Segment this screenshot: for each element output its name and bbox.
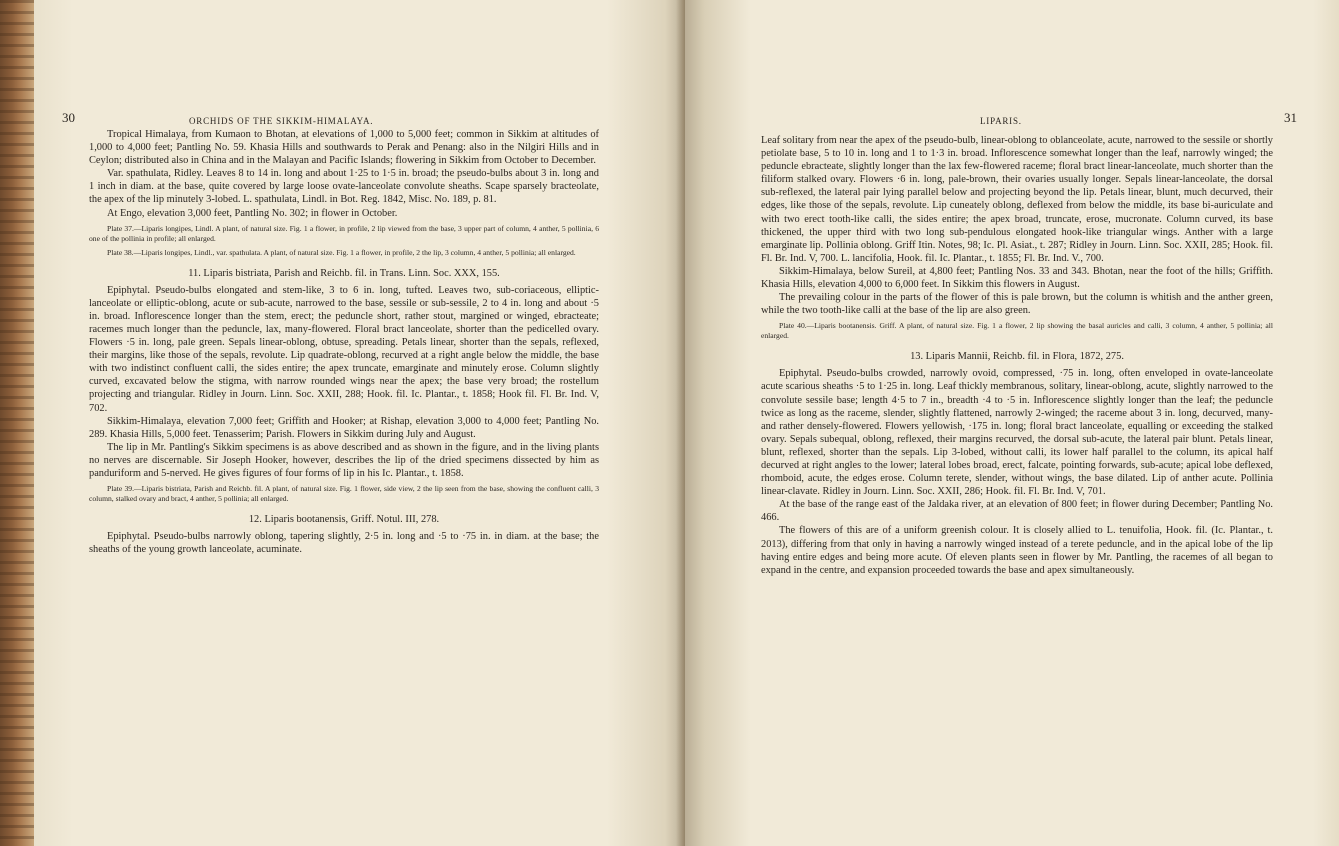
paragraph: At Engo, elevation 3,000 feet, Pantling No. 302; in flower in October. (107, 207, 398, 219)
left-running-head: ORCHIDS OF THE SIKKIM-HIMALAYA. (189, 116, 374, 126)
species-heading: 11. Liparis bistriata, Parish and Reichb. fil. in Trans. Linn. Soc. XXX, 155. (188, 267, 500, 279)
paragraph: Epiphytal. Pseudo-bulbs crowded, narrowly ovoid, compressed, ·75 in. long, often enveloped in ovate-lanceolate acute scarious sheaths ·5 to 1·25 in. long. Leaf thickly membranous, solitary, linear-oblong, acute, slightly narrowed to the convolute sessile base; length 4·5 to 7 in., breadth ·4 to ·5 in. Inflorescence slightly longer than the leaf; the peduncle twice as long as the raceme, slender, slightly flattened, narrowly 2-winged; the raceme about 3 in. long, decurved, many- and rather densely-flowered. Flowers yellowish, ·175 in. long; floral bract lanceolate, equalling or exceeding the stalked ovary. Sepals subequal, oblong, reflexed, their margins recurved, the dorsal sub-acute, the lateral pair blunt. Petals linear, blunt, reflexed, shorter than the sepals. Lip 3-lobed, without calli, its lower half parallel to the column, its apical half decurved at right angles to the lower; lateral lobes broad, erect, falcate, pointing forwards, sub-acute; apical lobe deflexed, rhomboid, acute, the edges erose. Column terete, slender, without wings, the base dilated. Lip of anther acute. Pollinia linear-clavate. Ridley in Journ. Linn. Soc. XXII, 286; Hook. fil. Fl. Br. Ind. V, 701. (761, 368, 1273, 498)
right-page (685, 0, 1339, 846)
species-heading: 13. Liparis Mannii, Reichb. fil. in Flora, 1872, 275. (910, 351, 1124, 363)
right-running-head: LIPARIS. (980, 116, 1022, 126)
species-heading: 12. Liparis bootanensis, Griff. Notul. III, 278. (248, 514, 440, 526)
paragraph: Sikkim-Himalaya, elevation 7,000 feet; Griffith and Hooker; at Rishap, elevation 3,000 to 4,000 feet; Pantling No. 289. Khasia Hills, 5,000 feet. Tenasserim; Parish. Flowers in Sikkim during July and August. (89, 415, 599, 440)
paragraph: Sikkim-Himalaya, below Sureil, at 4,800 feet; Pantling Nos. 33 and 343. Bhotan, near the foot of the hills; Griffith. Khasia Hills, elevation 4,000 to 6,000 feet. In Sikkim this flowers in August. (761, 265, 1273, 291)
paragraph: At the base of the range east of the Jaldaka river, at an elevation of 800 feet; in flower during December; Pantling No. 466. (761, 499, 1273, 524)
paragraph: Epiphytal. Pseudo-bulbs elongated and stem-like, 3 to 6 in. long, tufted. Leaves two, sub-coriaceous, elliptic-lanceolate or elliptic-oblong, acute or sub-acute, narrowed to the base, sessile or sub-sessile, 2 to 4 in. long and about ·5 in. broad. Inflorescence longer than the stem, erect; the peduncle short, rather stout, margined or winged, ebracteate; racemes much longer than the peduncle, lax, many-flowered. Floral bract lanceolate, shorter than the pedicelled ovary. Flowers ·5 in. long, pale green. Sepals linear-oblong, obtuse, spreading. Petals linear, shorter than the sepals, reflexed, their margins, like those of the sepals, revolute. Lip quadrate-oblong, recurved at a right angle below the middle, the base with two indistinct confluent calli, the sides entire; the apex truncate, emarginate and minutely erose. Column slightly curved, excavated below the stigma, with narrow rounded wings near the apex; the base very broad; the rostellum projecting and triangular. Ridley in Journ. Linn. Soc. XXII, 288; Hook. fil. Ic. Plantar., t. 1858; Hook fil. Fl. Br. Ind. V, 702. (89, 284, 599, 414)
paragraph: Var. spathulata, Ridley. Leaves 8 to 14 in. long and about 1·25 to 1·5 in. broad; the pseudo-bulbs about 3 in. long and 1 inch in diam. at the base, quite covered by large loose ovate-lanceolate convolute sheaths. Scape sparsely bracteolate, the apex of the lip minutely 3-lobed. L. spathulata, Lindl. in Bot. Reg. 1842, Misc. No. 189, p. 81. (89, 168, 599, 206)
plate-caption: Plate 38.—Liparis longipes, Lindl., var. spathulata. A plant, of natural size. Fig. 1 a flower, in profile, 2 the lip, 3 column, 4 anther, 5 pollinia; all enlarged. (107, 247, 576, 257)
paragraph: Leaf solitary from near the apex of the pseudo-bulb, linear-oblong to oblanceolate, acute, narrowed to the sessile or shortly petiolate base, 5 to 10 in. long and 1 to 1·3 in. broad. Inflorescence somewhat longer than the leaf, narrowly winged; the peduncle ebracteate, slightly longer than the lax few-flowered raceme; floral bract linear-lanceolate, much shorter than the filiform stalked ovary. Flowers ·6 in. long, pale-brown, their ovaries usually longer. Sepals linear-lanceolate, the dorsal sub-reflexed, the lateral pair lying parallel below and projecting beyond the lip. Petals linear, blunt, much decurved, their edges, like those of the sepals, revolute. Lip cuneately oblong, deflexed from below the middle, its base bi-auriculate and with two erect tooth-like calli, the sides entire; the apex broad, truncate, erose, mucronate. Column curved, its base thickened, the upper third with two long sub-pendulous elongated hook-like triangular wings. Anther with a large emarginate lip. Pollinia oblong. Griff Itin. Notes, 98; Ic. Pl. Asiat., t. 287; Ridley in Journ. Linn. Soc. XXII, 285; Hook. fil. Fl. Br. Ind. V, 700. L. lancifolia, Hook. fil. Ic. Plantar., t. 1855; Fl. Br. Ind. V., 700. (761, 135, 1273, 264)
paragraph: Epiphytal. Pseudo-bulbs narrowly oblong, tapering slightly, 2·5 in. long and ·5 to ·75 in. in diam. at the base; the sheaths of the young growth lanceolate, acuminate. (89, 531, 599, 556)
plate-caption: Plate 39.—Liparis bistriata, Parish and Reichb. fil. A plant, of natural size. Fig. 1 flower, side view, 2 the lip seen from the base, showing the confluent calli, 3 column, stalked ovary and bract, 4 anther, 5 pollinia; all enlarged. (89, 484, 599, 504)
plate-caption: Plate 40.—Liparis bootanensis. Griff. A plant, of natural size. Fig. 1 a flower, 2 lip showing the basal auricles and calli, 3 column, 4 anther, 5 pollinia; all enlarged. (761, 321, 1273, 341)
plate-caption: Plate 37.—Liparis longipes, Lindl. A plant, of natural size. Fig. 1 a flower, in profile, 2 lip viewed from the base, 3 upper part of column, 4 anther, 5 pollinia, 6 one of the pollinia in profile; all enlarged. (89, 223, 599, 243)
left-page (34, 0, 685, 846)
right-text-block (761, 134, 1273, 577)
binding-texture (0, 0, 34, 846)
paragraph: The flowers of this are of a uniform greenish colour. It is closely allied to L. tenuifolia, Hook. fil. (Ic. Plantar., t. 2013), differing from that only in having a narrowly winged instead of a terete peduncle, and in the apical lobe of the lip having entire edges and being more acute. Of eleven plants seen in flower by Mr. Pantling, the racemes of all began to expand in the centre, and expansion proceeded towards the base and apex simultaneously. (761, 525, 1273, 576)
right-page-number: 31 (1284, 110, 1297, 125)
paragraph: The prevailing colour in the parts of the flower of this is pale brown, but the column is whitish and the anther green, while the two tooth-like calli at the base of the lip are also green. (761, 292, 1273, 317)
left-text-block (89, 128, 599, 556)
paragraph: The lip in Mr. Pantling's Sikkim specimens is as above described and as shown in the figure, and in the living plants no nerves are discernable. Sir Joseph Hooker, however, describes the lip of the dried specimens dissected by him as panduriform and 5-nerved. He gives figures of four forms of lip in his Ic. Plantar., t. 1858. (89, 441, 599, 479)
left-page-number: 30 (62, 110, 75, 125)
paragraph: Tropical Himalaya, from Kumaon to Bhotan, at elevations of 1,000 to 5,000 feet; common in Sikkim at altitudes of 1,000 to 4,000 feet; Pantling No. 59. Khasia Hills and southwards to Perak and Penang: also in the Nilgiri Hills and in Ceylon; distributed also in China and in the Malayan and Pacific Islands; flowering in Sikkim from October to December. (89, 129, 599, 167)
